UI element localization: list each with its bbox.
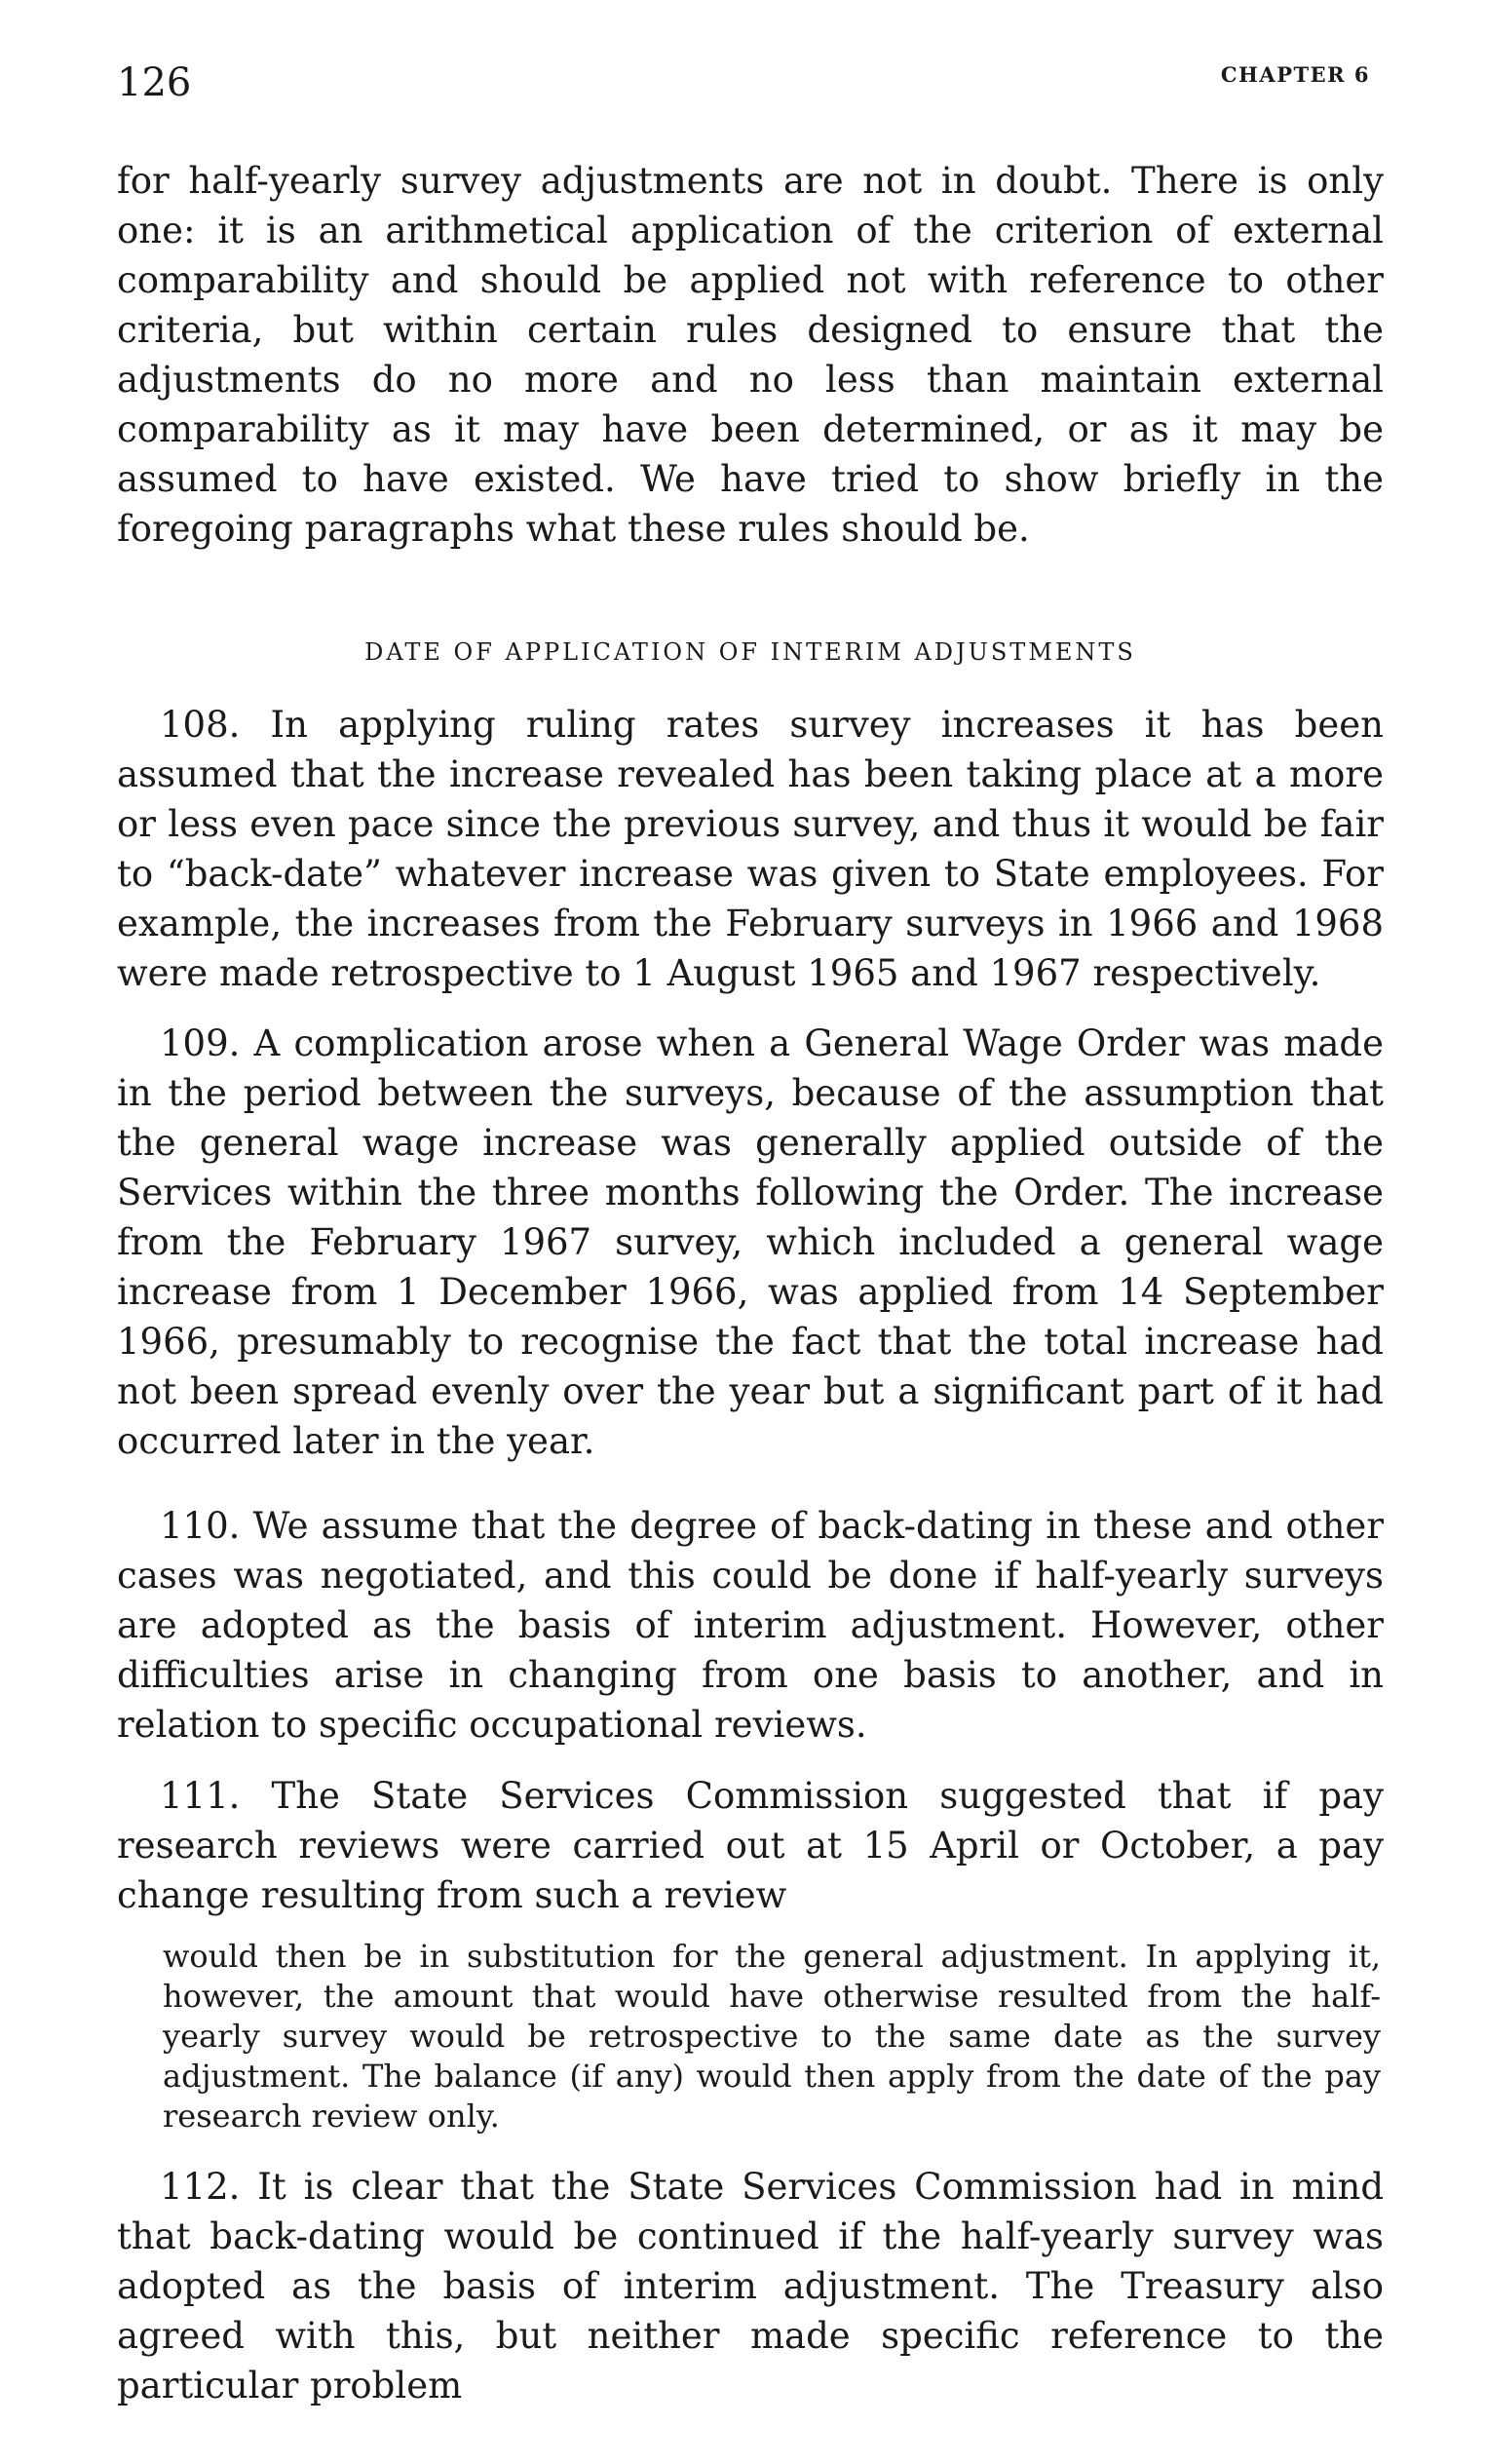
paragraph-111-block (117, 1771, 1384, 1920)
paragraph-108-block (117, 700, 1384, 998)
chapter-label: CHAPTER 6 (1220, 62, 1370, 87)
paragraph-111: 111. The State Services Commission suggested that if pay research reviews were carried out at 15 April or October, a pay change resulting from such a review (117, 1775, 1384, 1916)
page-number: 126 (117, 60, 192, 105)
paragraph-108: 108. In applying ruling rates survey increases it has been assumed that the increase revealed has been taking place at a more or less even pace since the previous survey, and thus it would be fair to “back-date” whatever increase was given to State employees. For example, the increases from the February surveys in 1966 and 1968 were made retrospective to 1 August 1965 and 1967 respectively. (117, 704, 1384, 994)
section-heading: DATE OF APPLICATION OF INTERIM ADJUSTMENTS (364, 638, 1136, 666)
paragraph-112: 112. It is clear that the State Services Commission had in mind that back-dating would be continued if the half-yearly survey was adopted as the basis of interim adjustment. The Treasury also agreed with this, but neither made specific reference to the particular problem (117, 2166, 1384, 2406)
quotation-block (163, 1937, 1381, 2137)
quotation-text: would then be in substitution for the general adjustment. In applying it, however, the amount that would have otherwise resulted from the half-yearly survey would be retrospective to the same date as the survey adjustment. The balance (if any) would then apply from the date of the pay research review only. (163, 1938, 1381, 2135)
paragraph-110: 110. We assume that the degree of back-dating in these and other cases was negotiated, and this could be done if half-yearly surveys are adopted as the basis of interim adjustment. However, other difficulties arise in changing from one basis to another, and in relation to specific occupational reviews. (117, 1505, 1384, 1746)
opening-section (117, 156, 1384, 554)
paragraph-110-block (117, 1501, 1384, 1750)
paragraph-112-block (117, 2162, 1384, 2410)
paragraph-109: 109. A complication arose when a General Wage Order was made in the period between the surveys, because of the assumption that the general wage increase was generally applied outside of the Services within the three months following the Order. The increase from the February 1967 survey, which included a general wage increase from 1 December 1966, was applied from 14 September 1966, presumably to recognise the fact that the total increase had not been spread evenly over the year but a significant part of it had occurred later in the year. (117, 1022, 1384, 1462)
opening-paragraph: for half-yearly survey adjustments are not in doubt. There is only one: it is an arithmetical application of the criterion of external comparability and should be applied not with reference to other criteria, but within certain rules designed to ensure that the adjustments do no more and no less than maintain external comparability as it may have been determined, or as it may be assumed to have existed. We have tried to show briefly in the foregoing paragraphs what these rules should be. (117, 160, 1384, 550)
paragraph-109-block (117, 1019, 1384, 1466)
